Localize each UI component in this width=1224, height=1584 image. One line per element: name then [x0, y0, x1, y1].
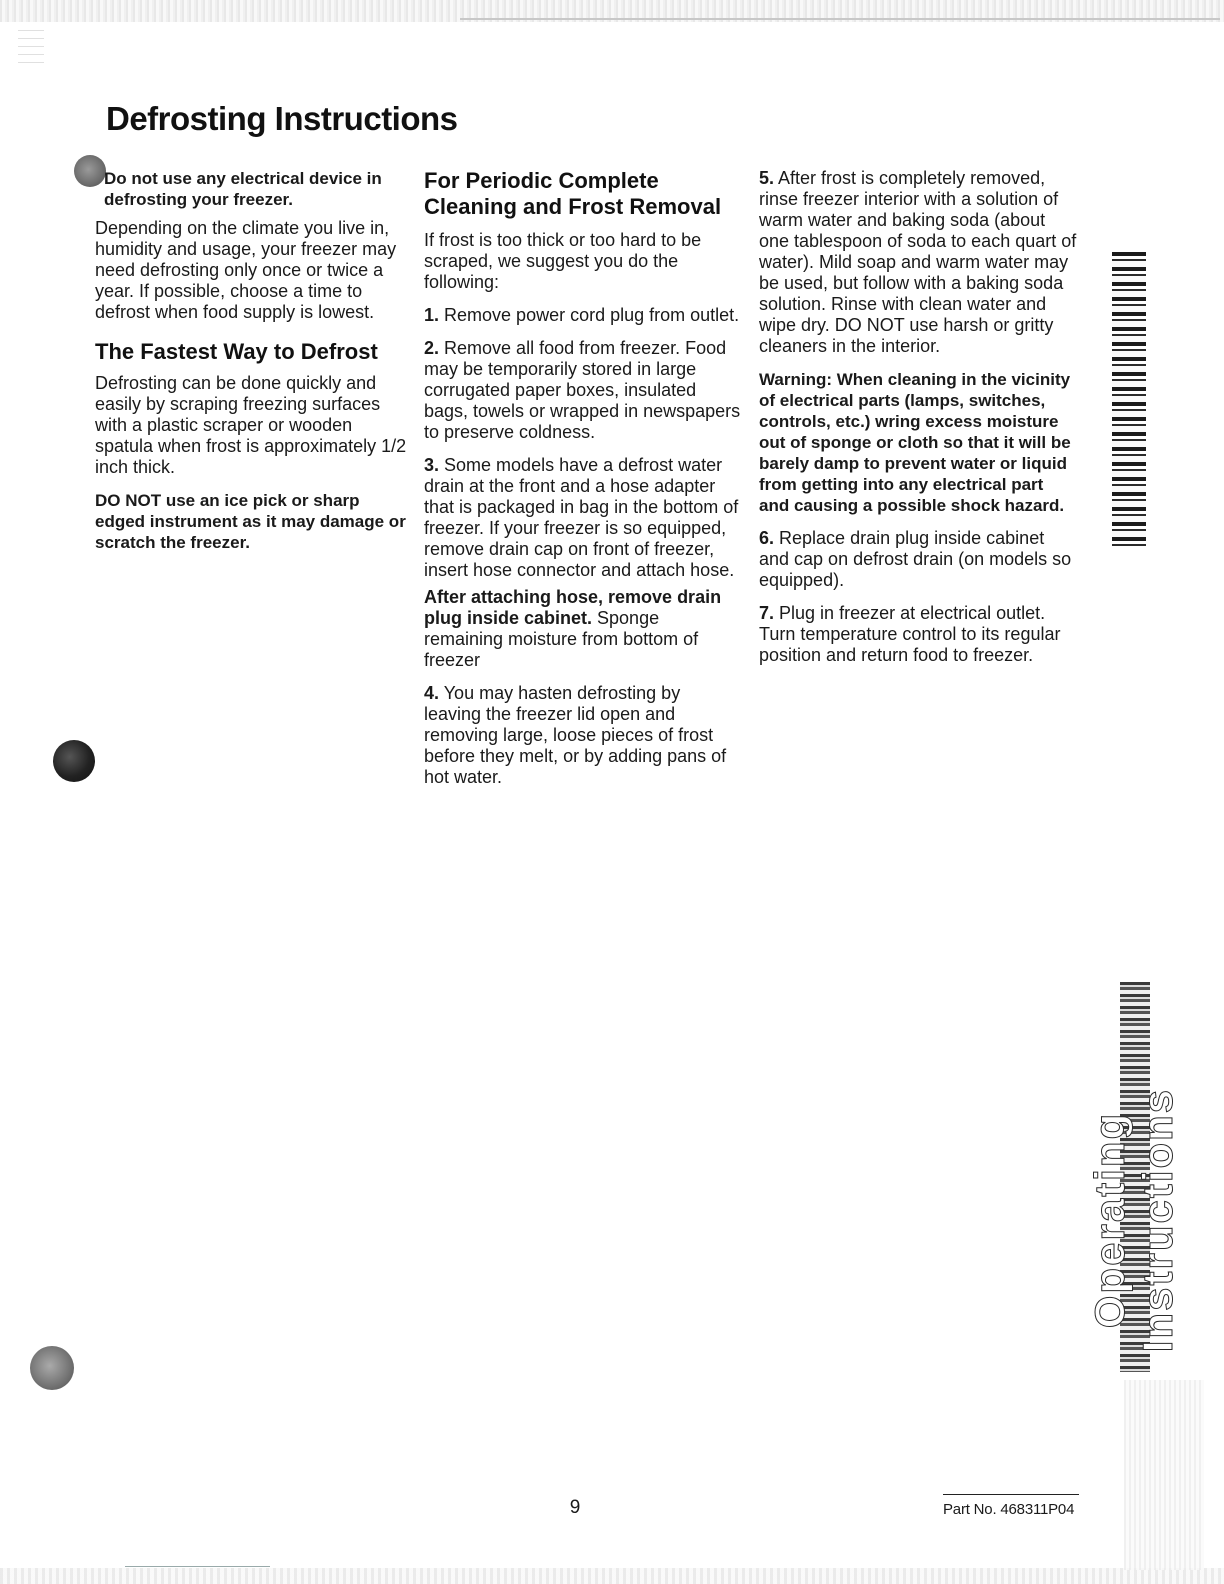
fastest-way-heading: The Fastest Way to Defrost: [95, 339, 378, 364]
step-7: 7. Plug in freezer at electrical outlet. Turn temperature control to its regular position and return food to freezer.: [759, 603, 1061, 665]
ice-pick-warning: DO NOT use an ice pick or sharp edged instrument as it may damage or scratch the freezer.: [95, 491, 406, 552]
step-4: 4. You may hasten defrosting by leaving the freezer lid open and removing large, loose pieces of frost before they melt, or by adding pans of hot water.: [424, 683, 727, 787]
section-tab-marker: [1112, 252, 1146, 546]
punch-hole-icon: [30, 1346, 74, 1390]
column-left: [95, 168, 407, 565]
part-number: Part No. 468311P04: [943, 1501, 1075, 1518]
defrost-frequency-text: Depending on the climate you live in, humidity and usage, your freezer may need defrosting only once or twice a year. If possible, choose a time to defrost when food supply is lowest.: [95, 218, 397, 322]
periodic-cleaning-heading: For Periodic Complete Cleaning and Frost Removal: [424, 168, 722, 219]
page-number: 9: [569, 1497, 581, 1518]
step-3: 3. Some models have a defrost water drain at the front and a hose adapter that is packaged in bag in the bottom of freezer. If your freezer is so equipped, remove drain cap on front of freezer, insert hose connector and attach hose.: [424, 455, 739, 580]
fastest-way-text: Defrosting can be done quickly and easily by scraping freezing surfaces with a plastic scraper or wooden spatula when frost is approximately 1/2 inch thick.: [95, 373, 407, 477]
step-6: 6. Replace drain plug inside cabinet and cap on defrost drain (on models so equipped).: [759, 528, 1072, 590]
page-title: Defrosting Instructions: [106, 100, 458, 137]
scan-noise-bottom: [0, 1568, 1224, 1584]
section-tab-label: Operating Instructions: [1086, 1087, 1181, 1353]
punch-hole-icon: [53, 740, 95, 782]
scan-line-top: [460, 18, 1220, 20]
column-middle: [424, 168, 742, 800]
scan-noise-right: [1124, 1380, 1204, 1570]
divider: [943, 1494, 1079, 1495]
step-5: 5. After frost is completely removed, rinse freezer interior with a solution of warm water and baking soda (about one tablespoon of soda to each quart of water). Mild soap and warm water may be used, but follow with a baking soda solution. Rinse with clean water and wipe dry. DO NOT use harsh or gritty cleaners in the interior.: [759, 168, 1077, 356]
electrical-cleaning-warning: Warning: When cleaning in the vicinity of electrical parts (lamps, switches, controls, etc.) wring excess moisture out of sponge or cloth so that it will be barely damp to prevent water or liquid from getting into any electrical part and causing a possible shock hazard.: [759, 370, 1071, 515]
periodic-cleaning-intro: If frost is too thick or too hard to be scraped, we suggest you do the following:: [424, 230, 702, 292]
step-1: 1. Remove power cord plug from outlet.: [424, 305, 740, 325]
scan-line-bottom: [125, 1566, 270, 1567]
step-2: 2. Remove all food from freezer. Food may be temporarily stored in large corrugated paper boxes, insulated bags, towels or wrapped in newspapers to preserve coldness.: [424, 338, 741, 442]
after-hose-text: After attaching hose, remove drain plug inside cabinet. Sponge remaining moisture from bottom of freezer: [424, 587, 722, 670]
electrical-device-notice: Do not use any electrical device in defrosting your freezer.: [104, 169, 382, 209]
scan-marks-left: [18, 30, 44, 70]
column-right: [759, 168, 1077, 678]
